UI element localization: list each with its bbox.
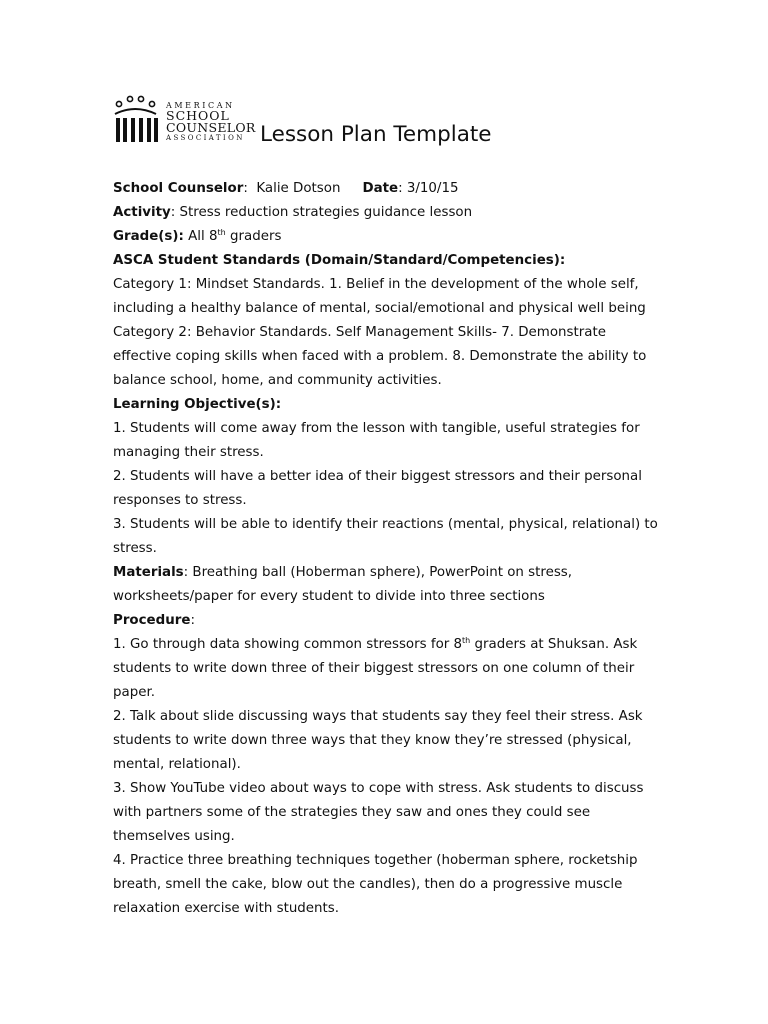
standards-line: including a healthy balance of mental, social/emotional and physical well being — [113, 301, 646, 316]
logo-text-counselor: COUNSELOR — [166, 120, 256, 135]
standards-line: Category 1: Mindset Standards. 1. Belief in the development of the whole self, — [113, 277, 639, 292]
counselor-sep: : — [243, 181, 248, 196]
standards-line: effective coping skills when faced with a problem. 8. Demonstrate the ability to — [113, 349, 647, 364]
step1-post: graders at Shuksan. Ask — [470, 637, 638, 652]
procedure-line: mental, relational). — [113, 757, 241, 772]
logo-text-association: ASSOCIATION — [166, 134, 245, 142]
step1-pre: 1. Go through data showing common stressors for 8 — [113, 637, 463, 652]
procedure-line: students to write down three ways that they know they’re stressed (physical, — [113, 733, 632, 748]
objective-line: managing their stress. — [113, 445, 264, 460]
objective-line: 1. Students will come away from the lesson with tangible, useful strategies for — [113, 421, 640, 436]
step1-sup: th — [462, 636, 471, 645]
counselor-name: Kalie Dotson — [247, 181, 341, 196]
objective-line: 3. Students will be able to identify their reactions (mental, physical, relational) to — [113, 517, 658, 532]
logo-text-american: AMERICAN — [166, 101, 235, 110]
document-title: Lesson Plan Template — [260, 122, 492, 147]
grades-line — [113, 225, 673, 249]
procedure-label: Procedure — [113, 613, 191, 628]
date-value: : 3/10/15 — [398, 181, 459, 196]
asca-columns-icon — [112, 94, 164, 146]
objective-line: 2. Students will have a better idea of their biggest stressors and their personal — [113, 469, 642, 484]
procedure-line: students to write down three of their biggest stressors on one column of their — [113, 661, 635, 676]
procedure-line: 2. Talk about slide discussing ways that students say they feel their stress. Ask — [113, 709, 643, 724]
asca-logo — [112, 94, 256, 146]
materials-label: Materials — [113, 565, 184, 580]
standards-heading: ASCA Student Standards (Domain/Standard/Competencies): — [113, 253, 566, 268]
materials-line — [113, 561, 673, 585]
procedure-line: themselves using. — [113, 829, 235, 844]
objectives-heading: Learning Objective(s): — [113, 397, 282, 412]
procedure-sep: : — [190, 613, 195, 628]
grades-post: graders — [225, 229, 282, 244]
grades-sup: th — [217, 228, 226, 237]
logo-text-school: SCHOOL — [166, 108, 230, 123]
procedure-line: 3. Show YouTube video about ways to cope with stress. Ask students to discuss — [113, 781, 644, 796]
procedure-line: relaxation exercise with students. — [113, 901, 340, 916]
procedure-line: paper. — [113, 685, 155, 700]
grades-pre: All 8 — [183, 229, 218, 244]
materials-value: : Breathing ball (Hoberman sphere), PowerPoint on stress, — [183, 565, 573, 580]
activity-label: Activity — [113, 205, 171, 220]
activity-line — [113, 201, 673, 225]
counselor-date-line — [113, 177, 673, 201]
activity-value: : Stress reduction strategies guidance lesson — [170, 205, 473, 220]
procedure-line: 4. Practice three breathing techniques together (hoberman sphere, rocketship — [113, 853, 638, 868]
objective-line: responses to stress. — [113, 493, 247, 508]
procedure-line: with partners some of the strategies they saw and ones they could see — [113, 805, 591, 820]
objective-line: stress. — [113, 541, 157, 556]
grades-label: Grade(s): — [113, 229, 184, 244]
date-label: Date — [362, 181, 399, 196]
materials-line-2: worksheets/paper for every student to divide into three sections — [113, 589, 545, 604]
procedure-heading — [113, 609, 673, 633]
standards-line: balance school, home, and community activities. — [113, 373, 442, 388]
counselor-label: School Counselor — [113, 181, 244, 196]
lesson-body — [113, 177, 673, 921]
procedure-line: breath, smell the cake, blow out the candles), then do a progressive muscle — [113, 877, 623, 892]
standards-line: Category 2: Behavior Standards. Self Management Skills- 7. Demonstrate — [113, 325, 606, 340]
procedure-step-1 — [113, 633, 673, 657]
